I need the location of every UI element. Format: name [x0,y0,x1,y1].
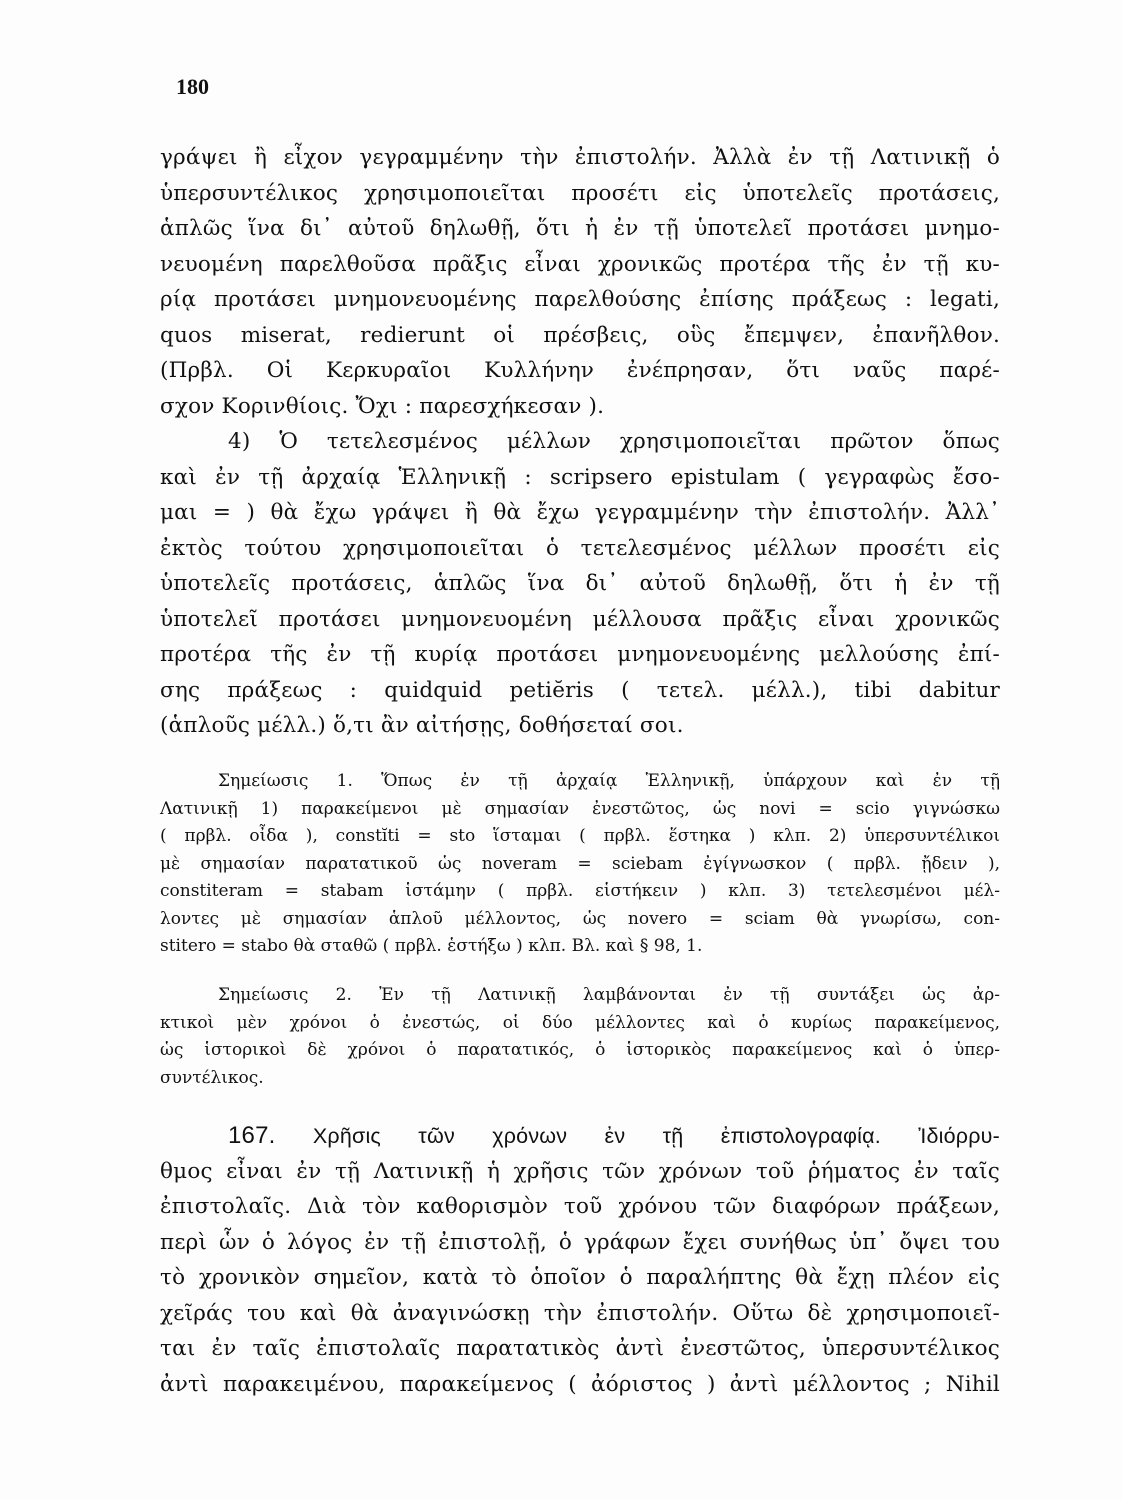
text-line: τὸ χρονικὸν σημεῖον, κατὰ τὸ ὁποῖον ὁ παραλήπτης θὰ ἔχῃ πλέον εἰς [160,1265,1000,1290]
text-line: ρίᾳ προτάσει μνημονευομένης παρελθούσης ἐπίσης πράξεως : legati, [160,287,1000,312]
text-line: σης πράξεως : quidquid petiĕris ( τετελ. μέλλ.), tibi dabitur [160,677,1000,703]
note-2 [160,982,1000,1092]
section-heading-line [160,1118,1000,1154]
text-line: ἐπιστολαῖς. Διὰ τὸν καθορισμὸν τοῦ χρόνου τῶν διαφόρων πράξεων, [160,1194,1000,1219]
text-line: μαι = ) θὰ ἔχω γράψει ἢ θὰ ἔχω γεγραμμένην τὴν ἐπιστολήν. Ἀλλ᾽ [160,500,1000,525]
text-line: ἁπλῶς ἵνα δι᾽ αὐτοῦ δηλωθῇ, ὅτι ἡ ἐν τῇ ὑποτελεῖ προτάσει μνημο- [160,216,1000,241]
text-line: ἐκτὸς τούτου χρησιμοποιεῖται ὁ τετελεσμένος μέλλων προσέτι εἰς [160,535,1000,561]
note-line: μὲ σημασίαν παρατατικοῦ ὡς noveram = sciebam ἐγίγνωσκον ( πρβλ. ᾔδειν ), [160,853,1000,874]
note-line: Λατινικῇ 1) παρακείμενοι μὲ σημασίαν ἐνεστῶτος, ὡς novi = scio γιγνώσκω [160,798,1000,819]
text-line: ὑποτελεῖ προτάσει μνημονευομένη μέλλουσα πρᾶξις εἶναι χρονικῶς [160,606,1000,632]
note-line: Σημείωσις 1. Ὅπως ἐν τῇ ἀρχαίᾳ Ἑλληνικῇ, ὑπάρχουν καὶ ἐν τῇ [218,771,1000,791]
section-heading: Χρῆσις τῶν χρόνων ἐν τῇ ἐπιστολογραφίᾳ. [312,1124,881,1148]
text-line: καὶ ἐν τῇ ἀρχαίᾳ Ἑλληνικῇ : scripsero epistulam ( γεγραφὼς ἔσο- [160,464,1000,490]
text-line: ὑπερσυντέλικος χρησιμοποιεῖται προσέτι εἰς ὑποτελεῖς προτάσεις, [160,180,1000,206]
text-line: γράψει ἢ εἶχον γεγραμμένην τὴν ἐπιστολήν. Ἀλλὰ ἐν τῇ Λατινικῇ ὁ [160,145,1000,170]
note-line: ( πρβλ. οἶδα ), constĭti = sto ἵσταμαι ( πρβλ. ἕστηκα ) κλπ. 2) ὑπερσυντέλικοι [160,826,1000,846]
text-line: χεῖράς του καὶ θὰ ἀναγινώσκῃ τὴν ἐπιστολήν. Οὕτω δὲ χρησιμοποιεῖ- [160,1300,1000,1326]
note-1 [160,768,1000,961]
text-line: προτέρα τῆς ἐν τῇ κυρίᾳ προτάσει μνημονευομένης μελλούσης ἐπί- [160,642,1000,667]
text-line: (ἁπλοῦς μέλλ.) ὅ,τι ἂν αἰτήσῃς, δοθήσεταί σοι. [160,713,684,738]
text-line: (Πρβλ. Οἱ Κερκυραῖοι Κυλλήνην ἐνέπρησαν, ὅτι ναῦς παρέ- [160,358,1000,383]
note-line: λοντες μὲ σημασίαν ἁπλοῦ μέλλοντος, ὡς novero = sciam θὰ γνωρίσω, con- [160,908,1000,929]
text-line: ἀντὶ παρακειμένου, παρακείμενος ( ἀόριστος ) ἀντὶ μέλλοντος ; Nihil [160,1371,1000,1397]
text-line: ται ἐν ταῖς ἐπιστολαῖς παρατατικὸς ἀντὶ ἐνεστῶτος, ὑπερσυντέλικος [160,1336,1000,1361]
note-line: constiteram = stabam ἱστάμην ( πρβλ. εἱστήκειν ) κλπ. 3) τετελεσμένοι μέλ- [160,881,1000,901]
text-line: ὑποτελεῖς προτάσεις, ἁπλῶς ἵνα δι᾽ αὐτοῦ δηλωθῇ, ὅτι ἡ ἐν τῇ [160,571,1000,596]
text-line: σχον Κορινθίοις. Ὄχι : παρεσχήκεσαν ). [160,393,605,419]
text-line: νευομένη παρελθοῦσα πρᾶξις εἶναι χρονικῶς προτέρα τῆς ἐν τῇ κυ- [160,251,1000,277]
main-text [160,140,1000,744]
text-line: θμος εἶναι ἐν τῇ Λατινικῇ ἡ χρῆσις τῶν χρόνων τοῦ ῥήματος ἐν ταῖς [160,1158,1000,1184]
note-line: ὡς ἱστορικοὶ δὲ χρόνοι ὁ παρατατικός, ὁ ἱστορικὸς παρακείμενος καὶ ὁ ὑπερ- [160,1040,1000,1060]
section-heading-continuation: Ἰδιόρρυ- [918,1124,1000,1148]
page-number: 180 [176,74,209,99]
note-line: συντέλικος. [160,1067,264,1088]
paragraph-4-start: 4) Ὁ τετελεσμένος μέλλων χρησιμοποιεῖται πρῶτον ὅπως [228,429,1000,454]
note-line: stitero = stabo θὰ σταθῶ ( πρβλ. ἑστήξω ) κλπ. Βλ. καὶ § 98, 1. [160,936,703,956]
section-number: 167. [228,1122,276,1149]
section-167 [160,1118,1000,1402]
text-line: quos miserat, redierunt οἱ πρέσβεις, οὓς ἔπεμψεν, ἐπανῆλθον. [160,322,1000,348]
note-line: Σημείωσις 2. Ἐν τῇ Λατινικῇ λαμβάνονται ἐν τῇ συντάξει ὡς ἀρ- [218,985,1000,1005]
text-line: περὶ ὧν ὁ λόγος ἐν τῇ ἐπιστολῇ, ὁ γράφων ἔχει συνήθως ὑπ᾽ ὄψει του [160,1229,1000,1255]
note-line: κτικοὶ μὲν χρόνοι ὁ ἐνεστώς, οἱ δύο μέλλοντες καὶ ὁ κυρίως παρακείμενος, [160,1012,1000,1033]
